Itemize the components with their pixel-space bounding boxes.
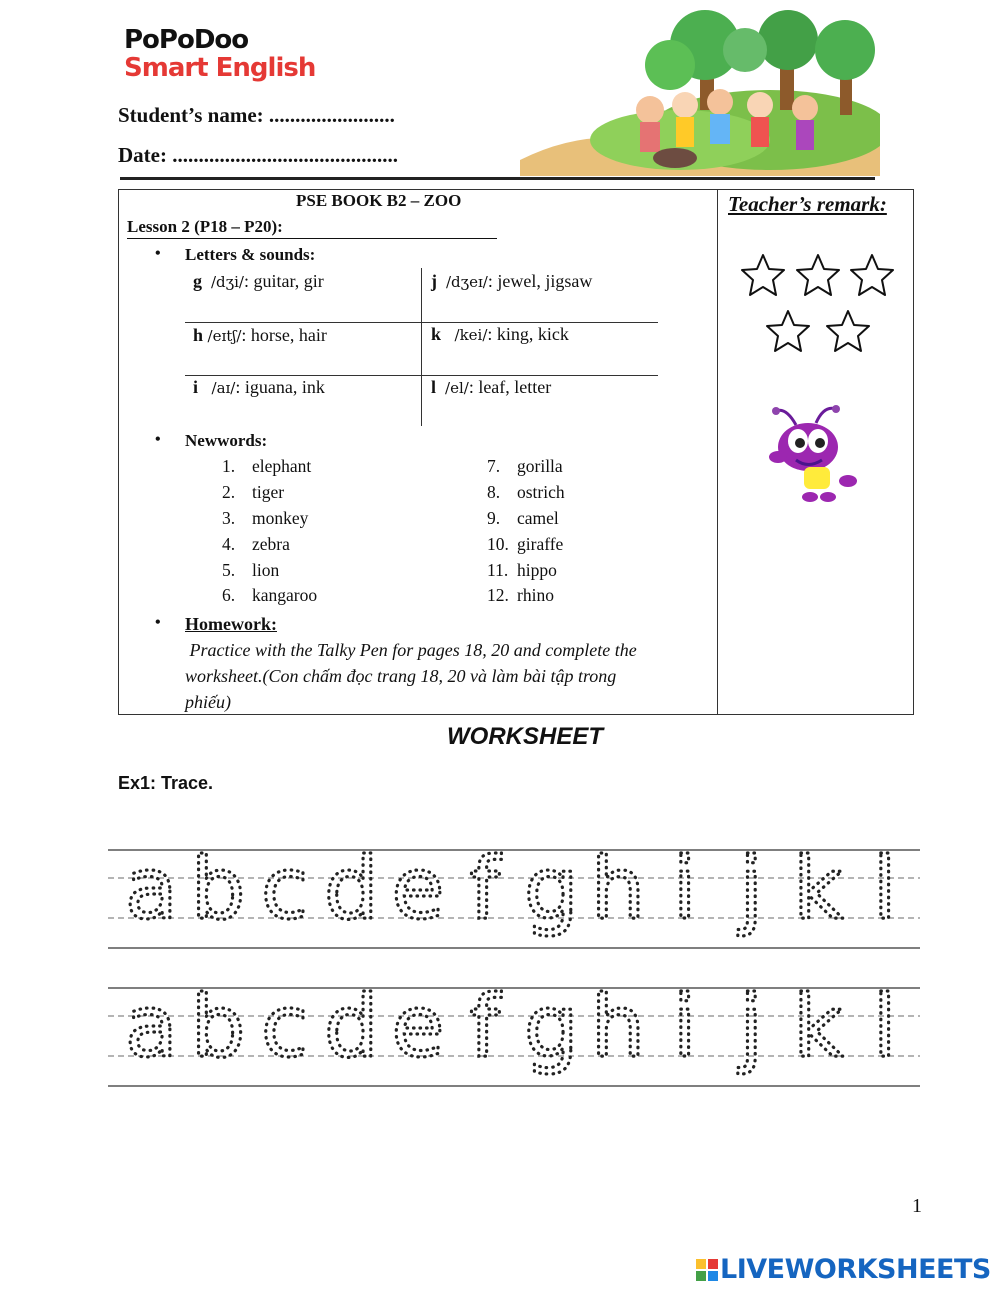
newwords-heading: • Newwords: <box>185 431 267 451</box>
sound-ipa: /eɪtʃ/ <box>207 327 242 345</box>
star-icon[interactable] <box>827 311 869 351</box>
newword-text: elephant <box>252 456 312 476</box>
newword-item <box>487 508 559 529</box>
trace-letter[interactable]: c <box>261 844 309 939</box>
newword-number: 6. <box>222 585 236 605</box>
star-rating <box>738 250 898 360</box>
newword-text: zebra <box>252 534 290 554</box>
trace-letter[interactable]: k <box>793 844 843 939</box>
sound-entry <box>431 377 551 398</box>
newword-item <box>222 585 317 606</box>
trace-letter[interactable]: i <box>672 844 697 939</box>
student-name-field: Student’s name: ........................ <box>118 103 395 127</box>
newword-item <box>487 534 563 555</box>
trace-letter[interactable]: e <box>391 844 445 939</box>
liveworksheets-text: LIVEWORKSHEETS <box>720 1254 991 1285</box>
sound-words: : guitar, gir <box>243 271 324 291</box>
newword-item <box>487 482 565 503</box>
trace-letter[interactable]: a <box>124 982 178 1077</box>
trace-letter[interactable]: e <box>391 982 445 1077</box>
lesson-title <box>127 217 497 239</box>
newword-text: camel <box>517 508 559 528</box>
date-field: Date: ........................................... <box>118 143 398 167</box>
newword-number: 3. <box>222 508 236 528</box>
newword-number: 8. <box>487 482 501 502</box>
trace-letter[interactable]: l <box>872 844 897 939</box>
newword-number: 1. <box>222 456 236 476</box>
newword-item <box>222 534 290 555</box>
newword-item <box>222 508 308 529</box>
trace-letter[interactable]: b <box>190 844 246 939</box>
star-icon[interactable] <box>742 255 784 295</box>
trace-letter[interactable]: g <box>524 982 579 1077</box>
homework-heading: • Homework: <box>185 614 277 635</box>
lesson-column-divider <box>717 189 718 715</box>
letters-sounds-heading: • Letters & sounds: <box>185 245 315 265</box>
sound-ipa: /el/ <box>445 379 469 397</box>
trace-letter[interactable]: j <box>739 982 764 1077</box>
trace-letter[interactable]: f <box>469 982 500 1077</box>
newword-text: monkey <box>252 508 309 528</box>
trace-letter[interactable]: b <box>190 982 246 1077</box>
newword-text: kangaroo <box>252 585 318 605</box>
newword-item <box>487 456 563 477</box>
tracing-row[interactable] <box>108 982 920 1092</box>
header-divider <box>120 177 875 180</box>
homework-line: Practice with the Talky Pen for pages 18, 20 and complete the <box>185 640 637 660</box>
sounds-column-divider <box>421 268 422 426</box>
trace-letter[interactable]: l <box>872 982 897 1077</box>
logo-line2: Smart English <box>124 53 316 83</box>
newword-item <box>487 585 554 606</box>
logo-line1: PoPoDoo <box>124 25 249 55</box>
sound-letter: j <box>431 271 437 291</box>
trace-letter[interactable]: d <box>324 844 379 939</box>
sound-entry <box>193 325 327 346</box>
newword-text: lion <box>252 560 280 580</box>
sound-letter: i <box>193 377 199 397</box>
book-title: PSE BOOK B2 – ZOO <box>296 191 462 210</box>
exercise1-label: Ex1: Trace. <box>118 773 214 793</box>
newword-text: ostrich <box>517 482 565 502</box>
sound-ipa: /dʒeɪ/ <box>446 273 488 291</box>
sound-entry <box>193 377 325 398</box>
homework-line: phiếu) <box>185 692 231 712</box>
trace-letter[interactable]: i <box>672 982 697 1077</box>
newword-number: 11. <box>487 560 509 580</box>
star-icon[interactable] <box>767 311 809 351</box>
trace-letter[interactable]: h <box>590 982 646 1077</box>
liveworksheets-brand <box>696 1254 991 1285</box>
homework-text <box>185 637 705 715</box>
trace-letter[interactable]: h <box>590 844 646 939</box>
trace-letter[interactable]: g <box>524 844 579 939</box>
newword-number: 9. <box>487 508 501 528</box>
sound-words: : iguana, ink <box>235 377 325 397</box>
sound-letter: g <box>193 271 202 291</box>
teachers-remark-heading: Teacher’s remark: <box>728 192 887 216</box>
sound-words: : horse, hair <box>241 325 327 345</box>
trace-letter[interactable]: d <box>324 982 379 1077</box>
newword-text: giraffe <box>517 534 564 554</box>
sound-ipa: /dʒi/ <box>211 273 244 291</box>
sound-letter: k <box>431 324 442 344</box>
sound-ipa: /kei/ <box>454 326 488 344</box>
newword-number: 7. <box>487 456 501 476</box>
lesson-title-text: Lesson 2 (P18 – P20): <box>127 217 283 236</box>
sound-entry <box>193 271 324 292</box>
popodoo-logo <box>124 26 324 86</box>
newword-number: 5. <box>222 560 236 580</box>
newword-item <box>222 482 284 503</box>
trace-letter[interactable]: f <box>469 844 500 939</box>
page-number: 1 <box>912 1195 922 1217</box>
trace-letter[interactable]: j <box>739 844 764 939</box>
sound-words: : jewel, jigsaw <box>487 271 593 291</box>
sound-words: : king, kick <box>487 324 569 344</box>
trace-letter[interactable]: k <box>793 982 843 1077</box>
newword-text: rhino <box>517 585 554 605</box>
mascot-bug-icon <box>766 405 866 505</box>
sound-ipa: /aɪ/ <box>211 379 236 397</box>
newword-number: 12. <box>487 585 509 605</box>
liveworksheets-logo-icon <box>696 1259 718 1281</box>
star-icon[interactable] <box>797 255 839 295</box>
trace-letter[interactable]: a <box>124 844 178 939</box>
worksheet-title: WORKSHEET <box>447 723 603 750</box>
children-forest-illustration <box>520 10 880 176</box>
newword-item <box>222 456 311 477</box>
newword-number: 2. <box>222 482 236 502</box>
tracing-row[interactable] <box>108 844 920 954</box>
newword-number: 4. <box>222 534 236 554</box>
sound-entry <box>431 271 592 292</box>
newword-number: 10. <box>487 534 509 554</box>
newword-item <box>487 560 557 581</box>
newword-text: gorilla <box>517 456 563 476</box>
newword-item <box>222 560 279 581</box>
newword-text: tiger <box>252 482 285 502</box>
sound-entry <box>431 324 569 345</box>
homework-line: worksheet.(Con chấm đọc trang 18, 20 và làm bài tập trong <box>185 666 617 686</box>
sound-letter: h <box>193 325 204 345</box>
sound-words: : leaf, letter <box>468 377 552 397</box>
trace-letter[interactable]: c <box>261 982 309 1077</box>
star-icon[interactable] <box>851 255 893 295</box>
sound-letter: l <box>431 377 437 397</box>
newword-text: hippo <box>517 560 557 580</box>
